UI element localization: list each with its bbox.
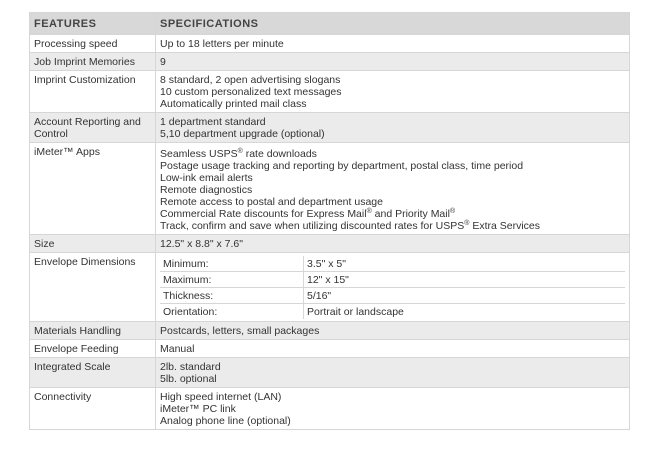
dimension-row — [160, 256, 625, 272]
spec-line: Up to 18 letters per minute — [160, 38, 284, 50]
spec-value — [156, 53, 630, 71]
table-row — [30, 388, 630, 430]
table-row — [30, 235, 630, 253]
feature-label: Size — [30, 235, 156, 253]
table-row — [30, 143, 630, 235]
spec-value — [156, 35, 630, 53]
dimension-label: Maximum: — [160, 272, 304, 288]
feature-label: Envelope Feeding — [30, 340, 156, 358]
spec-line: 10 custom personalized text messages — [160, 86, 342, 98]
spec-line: Manual — [160, 343, 195, 355]
spec-value — [156, 143, 630, 235]
spec-line: Postage usage tracking and reporting by department, postal class, time period — [160, 160, 524, 172]
dimension-row — [160, 288, 625, 304]
table-row — [30, 253, 630, 322]
spec-line: 5,10 department upgrade (optional) — [160, 128, 325, 140]
registered-mark: ® — [366, 208, 372, 215]
feature-label: Processing speed — [30, 35, 156, 53]
spec-table-container — [29, 12, 630, 430]
envelope-dimensions-table — [160, 256, 625, 319]
spec-line: iMeter™ PC link — [160, 403, 236, 415]
spec-value — [156, 235, 630, 253]
table-row — [30, 322, 630, 340]
feature-label: Imprint Customization — [30, 71, 156, 113]
spec-value — [156, 322, 630, 340]
dimension-row — [160, 304, 625, 320]
table-row — [30, 358, 630, 388]
dimension-value: Portrait or landscape — [304, 304, 626, 320]
dimension-row — [160, 272, 625, 288]
table-row — [30, 113, 630, 143]
feature-label: Integrated Scale — [30, 358, 156, 388]
spec-value — [156, 340, 630, 358]
spec-text: Track, confirm and save when utilizing discounted rates for USPS — [160, 220, 465, 232]
feature-label: Account Reporting and Control — [30, 113, 156, 143]
spec-line — [160, 148, 625, 160]
spec-line: 9 — [160, 56, 166, 68]
dimension-value: 5/16" — [304, 288, 626, 304]
spec-line: Low-ink email alerts — [160, 172, 253, 184]
spec-value — [156, 358, 630, 388]
spec-text: and Priority Mail — [371, 208, 450, 220]
dimension-label: Minimum: — [160, 256, 304, 272]
spec-line: 2lb. standard — [160, 361, 221, 373]
registered-mark: ® — [449, 208, 456, 215]
spec-text: rate downloads — [242, 148, 317, 160]
spec-line: High speed internet (LAN) — [160, 391, 282, 403]
spec-text: Extra Services — [469, 220, 541, 232]
spec-line: Postcards, letters, small packages — [160, 325, 320, 337]
spec-value — [156, 388, 630, 430]
dimension-label: Thickness: — [160, 288, 304, 304]
table-header-row — [30, 13, 630, 35]
spec-line: 12.5" x 8.8" x 7.6" — [160, 238, 243, 250]
registered-mark: ® — [237, 148, 243, 155]
spec-line: Analog phone line (optional) — [160, 415, 291, 427]
feature-label: iMeter™ Apps — [30, 143, 156, 235]
spec-line: Remote diagnostics — [160, 184, 253, 196]
spec-line: 5lb. optional — [160, 373, 217, 385]
table-row — [30, 53, 630, 71]
table-row — [30, 71, 630, 113]
table-row — [30, 340, 630, 358]
feature-label: Envelope Dimensions — [30, 253, 156, 322]
spec-line — [160, 208, 625, 220]
dimension-value: 3.5" x 5" — [304, 256, 626, 272]
dimension-label: Orientation: — [160, 304, 304, 320]
table-row — [30, 35, 630, 53]
dimension-value: 12" x 15" — [304, 272, 626, 288]
spec-line — [160, 220, 625, 232]
spec-value — [156, 71, 630, 113]
registered-mark: ® — [464, 220, 470, 227]
spec-line: Automatically printed mail class — [160, 98, 307, 110]
spec-text: Commercial Rate discounts for Express Mail — [160, 208, 367, 220]
features-header: FEATURES — [30, 13, 156, 35]
feature-label: Job Imprint Memories — [30, 53, 156, 71]
envelope-dimensions-cell — [156, 253, 630, 322]
spec-value — [156, 113, 630, 143]
feature-label: Materials Handling — [30, 322, 156, 340]
specifications-header: SPECIFICATIONS — [156, 13, 630, 35]
spec-table — [29, 12, 630, 430]
spec-line: 1 department standard — [160, 116, 266, 128]
feature-label: Connectivity — [30, 388, 156, 430]
spec-line: Remote access to postal and department usage — [160, 196, 383, 208]
spec-text: Seamless USPS — [160, 148, 238, 160]
spec-line: 8 standard, 2 open advertising slogans — [160, 74, 341, 86]
